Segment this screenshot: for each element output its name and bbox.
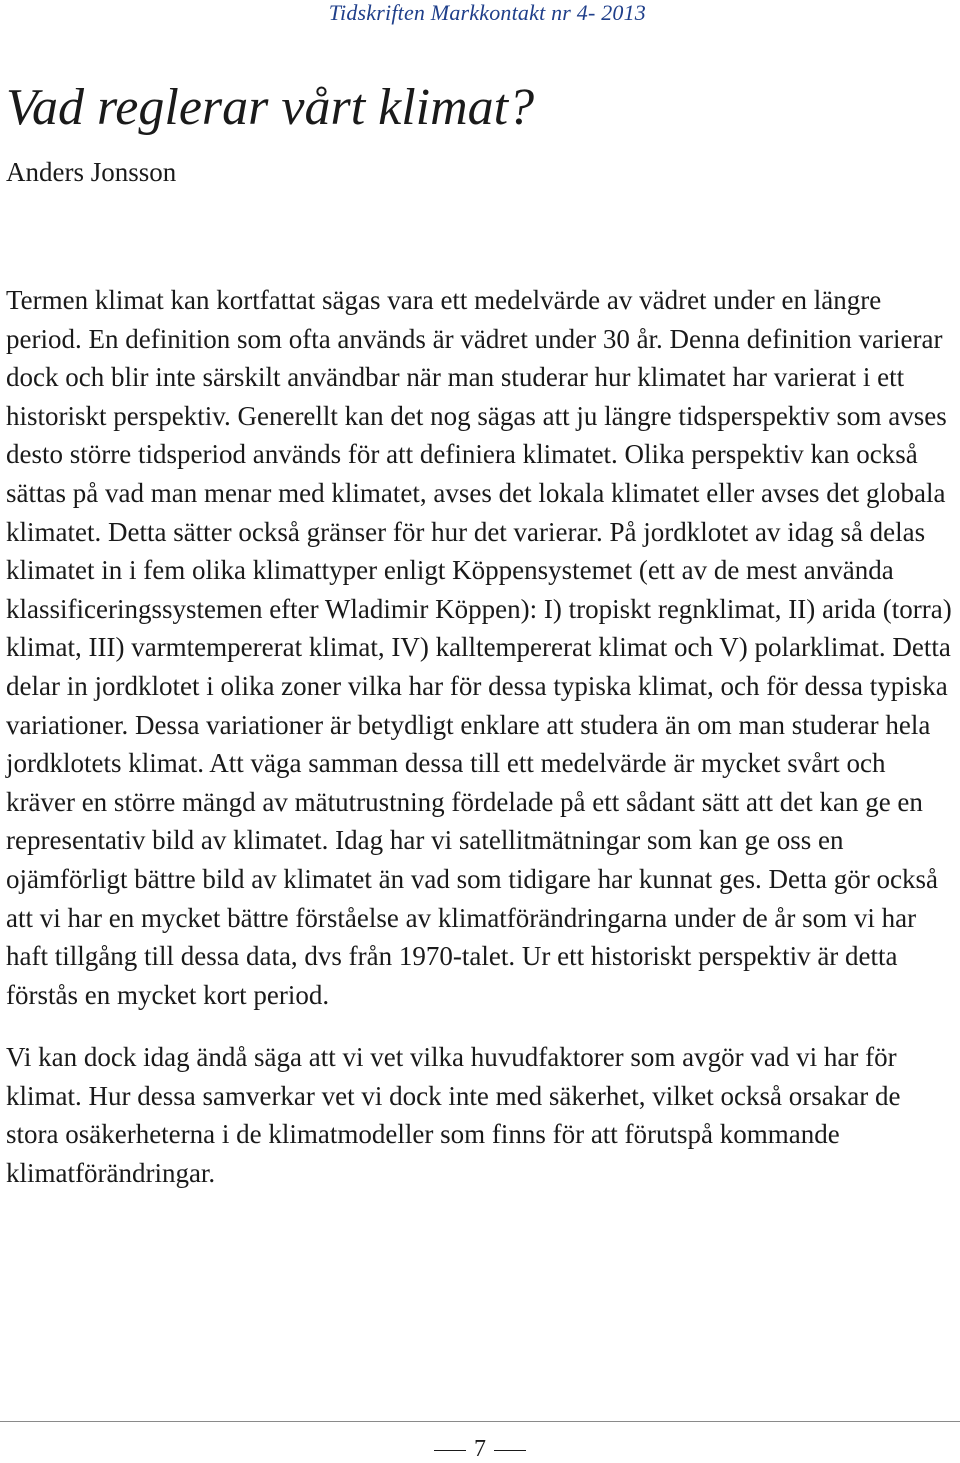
page-number-dash-left — [434, 1450, 466, 1451]
article-title: Vad reglerar vårt klimat? — [6, 79, 535, 136]
footer-divider — [0, 1421, 960, 1422]
page-number: 7 — [474, 1436, 486, 1462]
body-paragraph-2: Vi kan dock idag ändå säga att vi vet vilka huvudfaktorer som avgör vad vi har för klimat. Hur dessa samverkar vet vi dock inte med säkerhet, vilket också orsakar de stora osäkerheterna i de klimatmodeller som finns för att förutspå kommande klimatförändringar. — [6, 1042, 901, 1189]
running-header: Tidskriften Markkontakt nr 4- 2013 — [328, 0, 646, 25]
body-paragraph-1: Termen klimat kan kortfattat sägas vara ett medelvärde av vädret under en längre period. En definition som ofta används är vädret under 30 år. Denna definition varierar dock och blir inte särskilt användbar när man studerar hur klimatet har varierat i ett historiskt perspektiv. Generellt kan det nog sägas att ju längre tidsperspektiv som avses desto större tidsperiod används för att definiera klimatet. Olika perspektiv kan också sättas på vad man menar med klimatet, avses det lokala klimatet eller avses det globala klimatet. Detta sätter också gränser för hur det varierar. På jordklotet av idag så delas klimatet in i fem olika klimattyper enligt Köppensystemet (ett av de mest använda klassificeringssystemen efter Wladimir Köppen): I) tropiskt regnklimat, II) arida (torra) klimat, III) varmtempererat klimat, IV) kalltempererat klimat och V) polarklimat. Detta delar in jordklotet i olika zoner vilka har för dessa typiska klimat, och för dessa typiska variationer. Dessa variationer är betydligt enklare att studera än om man studerar hela jordklotets klimat. Att väga samman dessa till ett medelvärde är mycket svårt och kräver en större mängd av mätutrustning fördelade på ett sådant sätt att det kan ge en representativ bild av klimatet. Idag har vi satellitmätningar som kan ge oss en ojämförligt bättre bild av klimatet än vad som tidigare har kunnat ges. Detta gör också att vi har en mycket bättre förståelse av klimatförändringarna under de år som vi har haft tillgång till dessa data, dvs från 1970-talet. Ur ett historiskt perspektiv är detta förstås en mycket kort period. — [6, 285, 952, 1010]
page-footer — [0, 1435, 960, 1463]
page-number-dash-right — [494, 1450, 526, 1451]
article-body — [6, 281, 958, 1193]
article-author: Anders Jonsson — [6, 157, 177, 187]
